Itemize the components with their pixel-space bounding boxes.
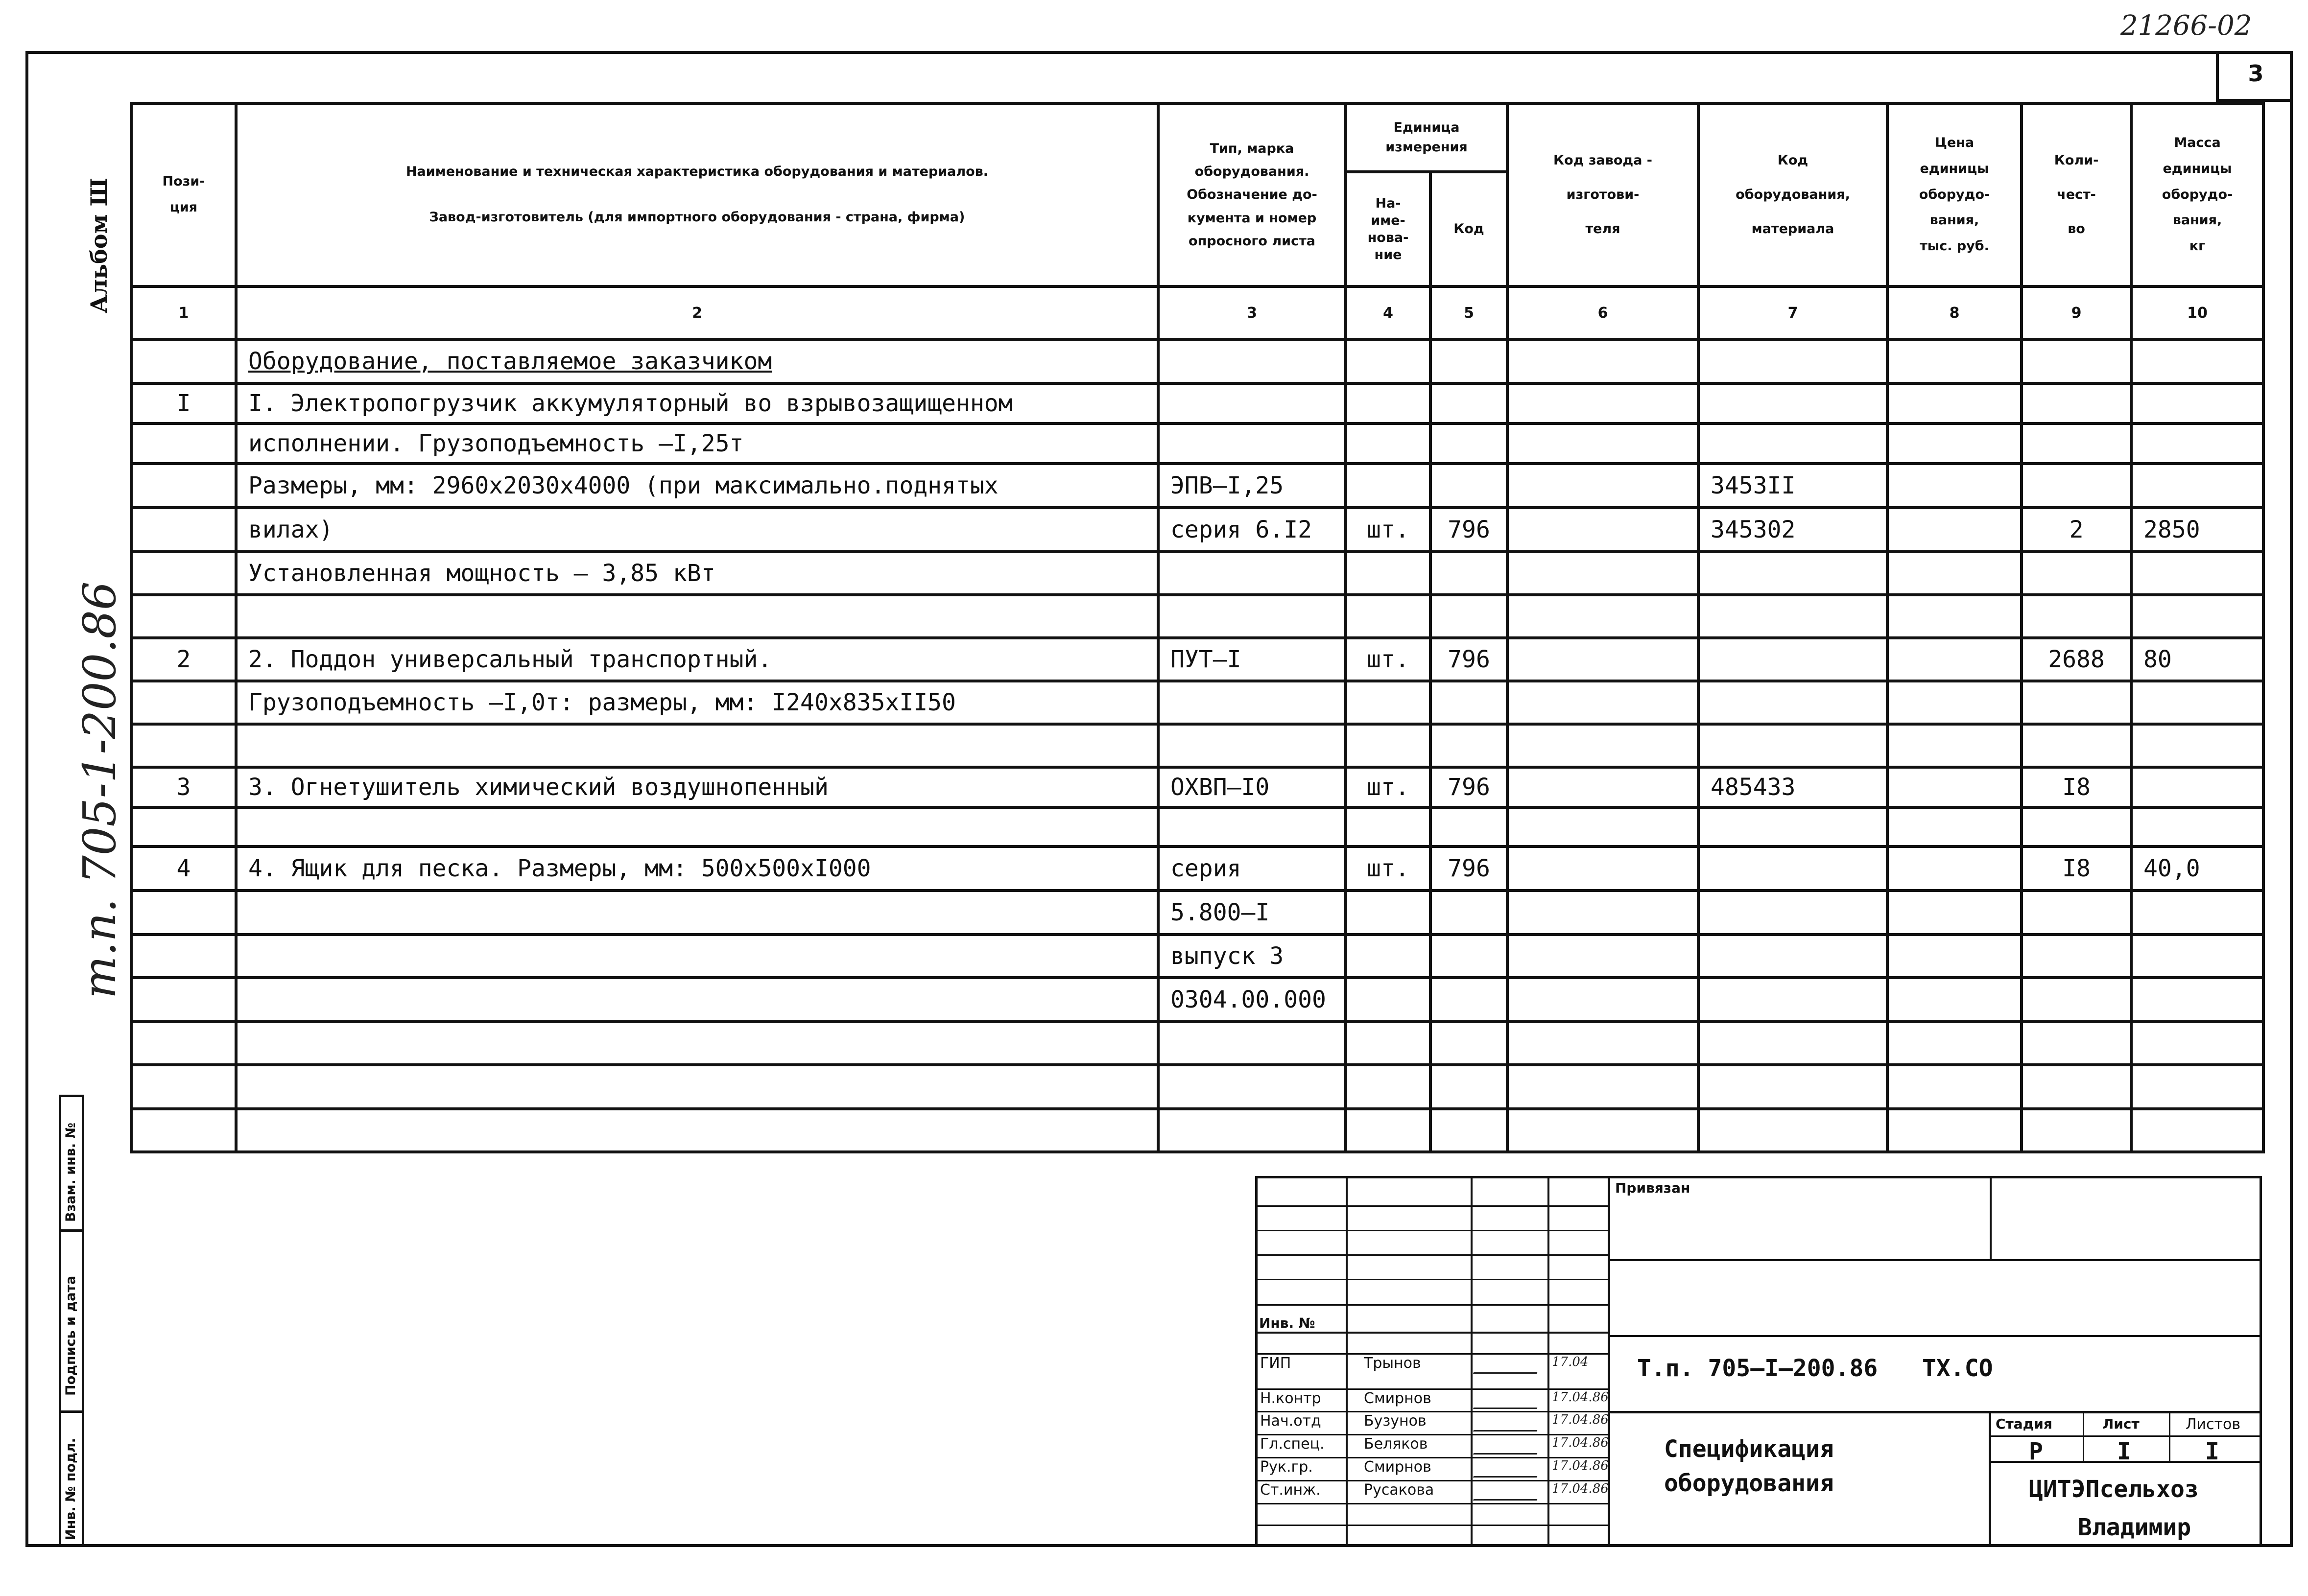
cell-equip: 3453II bbox=[1698, 464, 1887, 508]
cell-price bbox=[1887, 846, 2022, 891]
signer-role: Гл.спец. bbox=[1260, 1435, 1325, 1453]
signer-name: Бузунов bbox=[1364, 1412, 1427, 1430]
cell-mass bbox=[2131, 978, 2263, 1022]
cell-pos bbox=[131, 423, 236, 464]
cell-name bbox=[236, 978, 1158, 1022]
cell-mass bbox=[2131, 1022, 2263, 1065]
cell-code bbox=[1430, 681, 1507, 724]
cell-name: 3. Огнетушитель химический воздушнопенный bbox=[236, 767, 1158, 807]
cell-unit bbox=[1346, 595, 1430, 638]
cell-code bbox=[1430, 595, 1507, 638]
header-equip-code: Код оборудования, материала bbox=[1698, 103, 1887, 286]
cell-name bbox=[236, 807, 1158, 846]
signer-role: Рук.гр. bbox=[1260, 1458, 1313, 1476]
table-row bbox=[131, 807, 2263, 846]
cell-pos bbox=[131, 1109, 236, 1152]
cell-pos bbox=[131, 552, 236, 595]
doc-number-top: 21266-02 bbox=[2120, 10, 2252, 42]
cell-qty bbox=[2022, 1022, 2131, 1065]
cell-code bbox=[1430, 423, 1507, 464]
cell-factory bbox=[1507, 1065, 1698, 1109]
header-name-line2: Завод-изготовитель (для импортного оборудования - страна, фирма) bbox=[429, 210, 965, 225]
signer-date: 17.04.86 bbox=[1552, 1481, 1609, 1496]
cell-unit bbox=[1346, 383, 1430, 423]
header-name bbox=[236, 103, 1158, 286]
cell-unit: шт. bbox=[1346, 638, 1430, 681]
cell-unit bbox=[1346, 423, 1430, 464]
cell-name bbox=[236, 891, 1158, 935]
org-city: Владимир bbox=[2078, 1514, 2191, 1541]
signer-date: 17.04 bbox=[1552, 1355, 1589, 1369]
cell-name bbox=[236, 1065, 1158, 1109]
signer-name: Смирнов bbox=[1364, 1390, 1431, 1407]
cell-name: Установленная мощность – 3,85 кВт bbox=[236, 552, 1158, 595]
cell-mass bbox=[2131, 423, 2263, 464]
signer-role: Нач.отд bbox=[1260, 1412, 1321, 1430]
doc-title-1: Спецификация bbox=[1664, 1435, 1834, 1463]
table-row bbox=[131, 1109, 2263, 1152]
cell-unit bbox=[1346, 552, 1430, 595]
cell-unit: шт. bbox=[1346, 846, 1430, 891]
cell-equip bbox=[1698, 846, 1887, 891]
title-block bbox=[1255, 1176, 2262, 1547]
cell-equip bbox=[1698, 638, 1887, 681]
cell-equip bbox=[1698, 552, 1887, 595]
cell-unit bbox=[1346, 339, 1430, 383]
cell-factory bbox=[1507, 1109, 1698, 1152]
table-row bbox=[131, 423, 2263, 464]
cell-factory bbox=[1507, 464, 1698, 508]
header-mass: Масса единицы оборудо- вания, кг bbox=[2131, 103, 2263, 286]
table-row bbox=[131, 339, 2263, 383]
cell-code: 796 bbox=[1430, 767, 1507, 807]
project-number-side: т.п. 705-1-200.86 bbox=[73, 581, 126, 999]
cell-equip bbox=[1698, 339, 1887, 383]
cell-pos: 4 bbox=[131, 846, 236, 891]
cell-factory bbox=[1507, 1022, 1698, 1065]
doc-code: Т.п. 705–I–200.86 bbox=[1637, 1355, 1878, 1382]
signer-name: Беляков bbox=[1364, 1435, 1428, 1453]
signature bbox=[1473, 1353, 1547, 1374]
signature bbox=[1473, 1456, 1547, 1478]
signer-name: Смирнов bbox=[1364, 1458, 1431, 1476]
cell-name bbox=[236, 1022, 1158, 1065]
cell-mass bbox=[2131, 339, 2263, 383]
cell-type bbox=[1158, 339, 1346, 383]
table-row bbox=[131, 638, 2263, 681]
cell-equip bbox=[1698, 724, 1887, 767]
cell-qty bbox=[2022, 552, 2131, 595]
cell-qty bbox=[2022, 891, 2131, 935]
cell-type: 0304.00.000 bbox=[1158, 978, 1346, 1022]
cell-unit bbox=[1346, 1109, 1430, 1152]
cell-name: I. Электропогрузчик аккумуляторный во взрывозащищенном bbox=[236, 383, 1158, 423]
cell-code bbox=[1430, 1022, 1507, 1065]
cell-code bbox=[1430, 978, 1507, 1022]
cell-mass bbox=[2131, 1109, 2263, 1152]
cell-mass bbox=[2131, 595, 2263, 638]
header-unit-name: На- име- нова- ние bbox=[1346, 172, 1430, 286]
cell-factory bbox=[1507, 508, 1698, 552]
table-row bbox=[131, 383, 2263, 423]
cell-factory bbox=[1507, 935, 1698, 978]
cell-pos bbox=[131, 978, 236, 1022]
cell-equip bbox=[1698, 423, 1887, 464]
cell-pos bbox=[131, 339, 236, 383]
cell-factory bbox=[1507, 595, 1698, 638]
cell-unit bbox=[1346, 891, 1430, 935]
table-row bbox=[131, 935, 2263, 978]
col-num: 4 bbox=[1346, 286, 1430, 339]
cell-price bbox=[1887, 1022, 2022, 1065]
cell-type: ОХВП–I0 bbox=[1158, 767, 1346, 807]
cell-type bbox=[1158, 807, 1346, 846]
cell-code bbox=[1430, 935, 1507, 978]
cell-pos bbox=[131, 807, 236, 846]
cell-code: 796 bbox=[1430, 508, 1507, 552]
cell-equip bbox=[1698, 681, 1887, 724]
cell-price bbox=[1887, 978, 2022, 1022]
side-vzam-inv: Взам. инв. № bbox=[63, 1122, 78, 1222]
cell-unit bbox=[1346, 464, 1430, 508]
cell-code bbox=[1430, 552, 1507, 595]
cell-mass bbox=[2131, 807, 2263, 846]
signature bbox=[1473, 1388, 1547, 1409]
table-row bbox=[131, 724, 2263, 767]
col-num: 7 bbox=[1698, 286, 1887, 339]
column-number-row bbox=[131, 286, 2263, 339]
signer-date: 17.04.86 bbox=[1552, 1390, 1609, 1405]
cell-price bbox=[1887, 339, 2022, 383]
cell-equip: 485433 bbox=[1698, 767, 1887, 807]
cell-mass: 80 bbox=[2131, 638, 2263, 681]
cell-equip bbox=[1698, 978, 1887, 1022]
cell-name bbox=[236, 935, 1158, 978]
table-row bbox=[131, 891, 2263, 935]
cell-code bbox=[1430, 724, 1507, 767]
sheets-value: I bbox=[2205, 1438, 2219, 1465]
cell-pos bbox=[131, 891, 236, 935]
cell-unit bbox=[1346, 1022, 1430, 1065]
cell-unit bbox=[1346, 1065, 1430, 1109]
cell-factory bbox=[1507, 807, 1698, 846]
table-row bbox=[131, 846, 2263, 891]
cell-qty bbox=[2022, 935, 2131, 978]
header-unit-code: Код bbox=[1430, 172, 1507, 286]
cell-type bbox=[1158, 383, 1346, 423]
cell-qty bbox=[2022, 464, 2131, 508]
cell-mass bbox=[2131, 724, 2263, 767]
cell-code bbox=[1430, 339, 1507, 383]
cell-type: 5.800–I bbox=[1158, 891, 1346, 935]
cell-mass: 40,0 bbox=[2131, 846, 2263, 891]
cell-equip bbox=[1698, 935, 1887, 978]
cell-factory bbox=[1507, 767, 1698, 807]
cell-name: исполнении. Грузоподъемность –I,25т bbox=[236, 423, 1158, 464]
stage-label: Стадия bbox=[1996, 1416, 2052, 1432]
cell-type bbox=[1158, 552, 1346, 595]
cell-type bbox=[1158, 1022, 1346, 1065]
signer-role: Н.контр bbox=[1260, 1390, 1321, 1407]
cell-mass: 2850 bbox=[2131, 508, 2263, 552]
doc-mark: ТХ.СО bbox=[1922, 1355, 1993, 1382]
col-num: 5 bbox=[1430, 286, 1507, 339]
cell-type bbox=[1158, 1065, 1346, 1109]
cell-name: Оборудование, поставляемое заказчиком bbox=[236, 339, 1158, 383]
cell-mass bbox=[2131, 464, 2263, 508]
cell-equip bbox=[1698, 1065, 1887, 1109]
album-label: Альбом Ш bbox=[86, 178, 112, 313]
cell-factory bbox=[1507, 724, 1698, 767]
cell-factory bbox=[1507, 638, 1698, 681]
col-num: 9 bbox=[2022, 286, 2131, 339]
cell-price bbox=[1887, 724, 2022, 767]
cell-factory bbox=[1507, 846, 1698, 891]
cell-equip bbox=[1698, 891, 1887, 935]
col-num: 3 bbox=[1158, 286, 1346, 339]
cell-qty bbox=[2022, 339, 2131, 383]
cell-code bbox=[1430, 464, 1507, 508]
signature bbox=[1473, 1410, 1547, 1432]
header-qty: Коли- чест- во bbox=[2022, 103, 2131, 286]
cell-price bbox=[1887, 595, 2022, 638]
col-num: 2 bbox=[236, 286, 1158, 339]
table-row bbox=[131, 1022, 2263, 1065]
cell-qty bbox=[2022, 1065, 2131, 1109]
cell-name: Размеры, мм: 2960x2030x4000 (при максимально.поднятых bbox=[236, 464, 1158, 508]
table-row bbox=[131, 552, 2263, 595]
privyazan-label: Привязан bbox=[1615, 1180, 1690, 1196]
cell-unit bbox=[1346, 978, 1430, 1022]
cell-mass bbox=[2131, 681, 2263, 724]
cell-pos bbox=[131, 464, 236, 508]
cell-equip bbox=[1698, 1109, 1887, 1152]
cell-qty: I8 bbox=[2022, 846, 2131, 891]
cell-pos bbox=[131, 681, 236, 724]
cell-code: 796 bbox=[1430, 638, 1507, 681]
cell-equip bbox=[1698, 807, 1887, 846]
signer-role: Ст.инж. bbox=[1260, 1481, 1321, 1499]
cell-code bbox=[1430, 1065, 1507, 1109]
cell-price bbox=[1887, 767, 2022, 807]
cell-name bbox=[236, 724, 1158, 767]
signer-name: Русакова bbox=[1364, 1481, 1434, 1499]
cell-unit bbox=[1346, 935, 1430, 978]
table-row bbox=[131, 595, 2263, 638]
cell-pos bbox=[131, 595, 236, 638]
cell-equip: 345302 bbox=[1698, 508, 1887, 552]
cell-factory bbox=[1507, 383, 1698, 423]
cell-price bbox=[1887, 638, 2022, 681]
sheets-label: Листов bbox=[2186, 1416, 2241, 1433]
org-name: ЦИТЭПсельхоз bbox=[2029, 1476, 2199, 1503]
cell-qty: 2 bbox=[2022, 508, 2131, 552]
cell-name: 4. Ящик для песка. Размеры, мм: 500x500xI000 bbox=[236, 846, 1158, 891]
cell-price bbox=[1887, 508, 2022, 552]
specification-table bbox=[130, 102, 2265, 1153]
header-pos: Пози- ция bbox=[131, 103, 236, 286]
cell-factory bbox=[1507, 423, 1698, 464]
header-price: Цена единицы оборудо- вания, тыс. руб. bbox=[1887, 103, 2022, 286]
col-num: 10 bbox=[2131, 286, 2263, 339]
cell-type bbox=[1158, 724, 1346, 767]
cell-name bbox=[236, 595, 1158, 638]
signer-date: 17.04.86 bbox=[1552, 1435, 1609, 1450]
sheet-number: 3 bbox=[2248, 60, 2264, 87]
cell-unit: шт. bbox=[1346, 508, 1430, 552]
table-row bbox=[131, 508, 2263, 552]
header-name-line1: Наименование и техническая характеристика оборудования и материалов. bbox=[405, 164, 989, 180]
cell-price bbox=[1887, 464, 2022, 508]
cell-type: ЭПВ–I,25 bbox=[1158, 464, 1346, 508]
cell-type bbox=[1158, 681, 1346, 724]
cell-code: 796 bbox=[1430, 846, 1507, 891]
header-type: Тип, марка оборудования. Обозначение до- кумента и номер опросного листа bbox=[1158, 103, 1346, 286]
side-podpis-data: Подпись и дата bbox=[63, 1275, 78, 1396]
stage-value: Р bbox=[2029, 1438, 2043, 1465]
cell-factory bbox=[1507, 339, 1698, 383]
cell-type: ПУТ–I bbox=[1158, 638, 1346, 681]
cell-mass bbox=[2131, 552, 2263, 595]
cell-unit bbox=[1346, 681, 1430, 724]
cell-unit bbox=[1346, 807, 1430, 846]
cell-qty bbox=[2022, 724, 2131, 767]
cell-mass bbox=[2131, 1065, 2263, 1109]
signer-role: ГИП bbox=[1260, 1355, 1291, 1372]
cell-code bbox=[1430, 807, 1507, 846]
cell-qty bbox=[2022, 423, 2131, 464]
cell-price bbox=[1887, 807, 2022, 846]
cell-pos bbox=[131, 935, 236, 978]
cell-type bbox=[1158, 1109, 1346, 1152]
table-row bbox=[131, 767, 2263, 807]
cell-qty bbox=[2022, 595, 2131, 638]
cell-qty: I8 bbox=[2022, 767, 2131, 807]
cell-type bbox=[1158, 595, 1346, 638]
cell-equip bbox=[1698, 383, 1887, 423]
cell-price bbox=[1887, 935, 2022, 978]
cell-price bbox=[1887, 681, 2022, 724]
cell-factory bbox=[1507, 681, 1698, 724]
cell-mass bbox=[2131, 891, 2263, 935]
cell-name: вилах) bbox=[236, 508, 1158, 552]
cell-pos bbox=[131, 1022, 236, 1065]
cell-qty bbox=[2022, 978, 2131, 1022]
side-stamp bbox=[59, 1095, 84, 1547]
inv-no-label: Инв. № bbox=[1259, 1315, 1315, 1331]
signer-name: Трынов bbox=[1364, 1355, 1421, 1372]
cell-code bbox=[1430, 1109, 1507, 1152]
cell-pos: 2 bbox=[131, 638, 236, 681]
cell-factory bbox=[1507, 552, 1698, 595]
sheet-label: Лист bbox=[2102, 1416, 2140, 1432]
signer-date: 17.04.86 bbox=[1552, 1412, 1609, 1427]
cell-unit: шт. bbox=[1346, 767, 1430, 807]
cell-unit bbox=[1346, 724, 1430, 767]
col-num: 8 bbox=[1887, 286, 2022, 339]
cell-price bbox=[1887, 891, 2022, 935]
cell-mass bbox=[2131, 767, 2263, 807]
cell-type: выпуск 3 bbox=[1158, 935, 1346, 978]
cell-pos: I bbox=[131, 383, 236, 423]
header-unit-group: Единица измерения bbox=[1346, 103, 1507, 172]
header-factory-code: Код завода - изготови- теля bbox=[1507, 103, 1698, 286]
cell-mass bbox=[2131, 935, 2263, 978]
cell-qty bbox=[2022, 383, 2131, 423]
side-inv-podl: Инв. № подл. bbox=[63, 1438, 78, 1540]
cell-type bbox=[1158, 423, 1346, 464]
cell-equip bbox=[1698, 595, 1887, 638]
cell-type: серия bbox=[1158, 846, 1346, 891]
table-row bbox=[131, 464, 2263, 508]
col-num: 6 bbox=[1507, 286, 1698, 339]
cell-price bbox=[1887, 383, 2022, 423]
sheet-number-box bbox=[2216, 51, 2293, 102]
cell-price bbox=[1887, 1109, 2022, 1152]
doc-title-2: оборудования bbox=[1664, 1470, 1834, 1497]
cell-equip bbox=[1698, 1022, 1887, 1065]
cell-factory bbox=[1507, 978, 1698, 1022]
signature bbox=[1473, 1479, 1547, 1501]
cell-qty bbox=[2022, 1109, 2131, 1152]
table-row bbox=[131, 1065, 2263, 1109]
cell-pos bbox=[131, 724, 236, 767]
cell-qty bbox=[2022, 807, 2131, 846]
cell-name bbox=[236, 1109, 1158, 1152]
sheet-value: I bbox=[2117, 1438, 2131, 1465]
cell-price bbox=[1887, 1065, 2022, 1109]
cell-pos: 3 bbox=[131, 767, 236, 807]
signer-date: 17.04.86 bbox=[1552, 1458, 1609, 1473]
cell-mass bbox=[2131, 383, 2263, 423]
table-row bbox=[131, 978, 2263, 1022]
cell-price bbox=[1887, 552, 2022, 595]
cell-name: Грузоподъемность –I,0т: размеры, мм: I240x835xII50 bbox=[236, 681, 1158, 724]
col-num: 1 bbox=[131, 286, 236, 339]
cell-pos bbox=[131, 508, 236, 552]
cell-type: серия 6.I2 bbox=[1158, 508, 1346, 552]
signature bbox=[1473, 1433, 1547, 1455]
cell-qty bbox=[2022, 681, 2131, 724]
cell-price bbox=[1887, 423, 2022, 464]
cell-code bbox=[1430, 383, 1507, 423]
cell-pos bbox=[131, 1065, 236, 1109]
cell-name: 2. Поддон универсальный транспортный. bbox=[236, 638, 1158, 681]
cell-factory bbox=[1507, 891, 1698, 935]
table-row bbox=[131, 681, 2263, 724]
cell-qty: 2688 bbox=[2022, 638, 2131, 681]
cell-code bbox=[1430, 891, 1507, 935]
